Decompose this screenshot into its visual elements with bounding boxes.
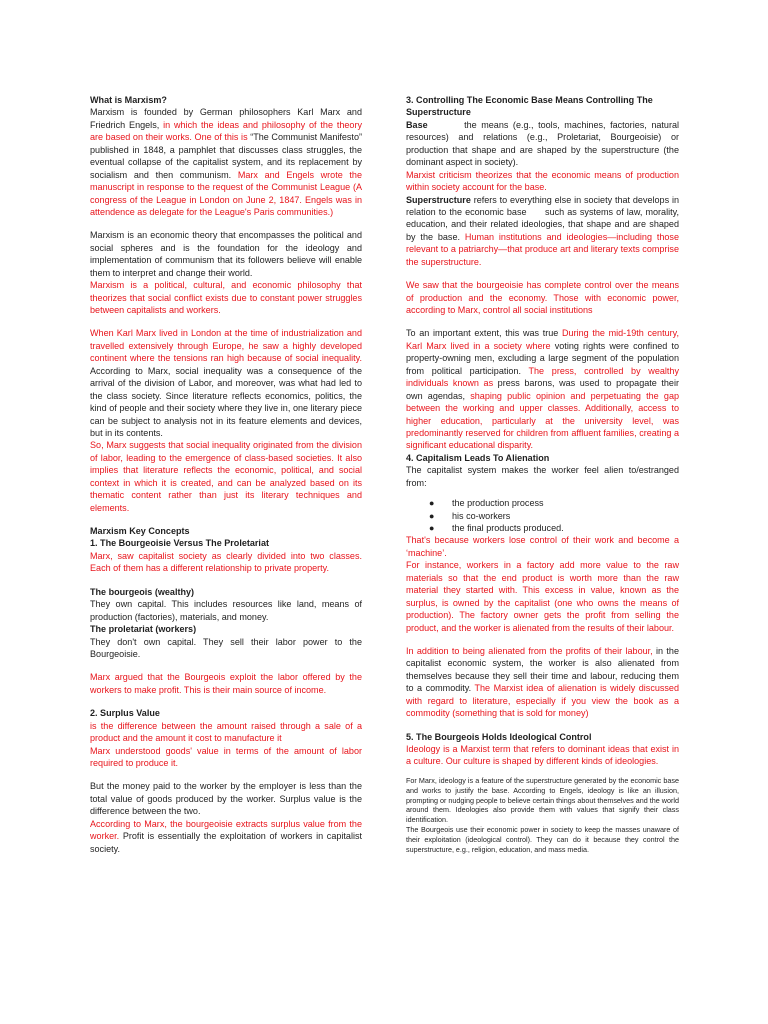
heading-what-is-marxism: What is Marxism?	[90, 95, 167, 105]
paragraph-surplus-definition: is the difference between the amount raised through a sale of a product and the amount it cost to manufacture it	[90, 720, 362, 744]
list-item: ● the final products produced.	[429, 523, 564, 533]
heading-ideological-control: 5. The Bourgeois Holds Ideological Control	[406, 731, 592, 742]
paragraph-machine: That's because workers lose control of their work and become a ‘machine’.	[406, 535, 679, 558]
paragraph-two-classes: Marx, saw capitalist society as clearly divided into two classes. Each of them has a different relationship to private property.	[90, 550, 362, 574]
paragraph-marxist-criticism: Marxist criticism theorizes that the economic means of production within society account for the base.	[406, 169, 679, 193]
paragraph-factory-example: For instance, workers in a factory add more value to the raw materials so that the end product is worth more than the raw material they started with. This excess in value, known as the surplus, is owned by the capitalist (one who owns the means of production). The factory owner gets the profit from selling the product, and the worker is alienated from the results of their labour.	[406, 560, 679, 633]
paragraph-alienated-from-self: In addition to being alienated from the profits of their labour, in the capitalist economic system, the worker is also alienated from themselves because they sell their time and labour, reducing them to a commodity. The Marxist idea of alienation is widely discussed with regard to literature, especially if you view the book as a commodity (something that is sold for money)	[406, 645, 679, 719]
paragraph-superstructure: Superstructure refers to everything else in society that develops in relation to the economic base such as systems of law, morality, education, and their related ideologies, that shape and are shaped by the base. Human institutions and ideologies—including those relevant to a patriarchy—that produce art and literary texts comprise the superstructure.	[406, 194, 682, 267]
paragraph-economic-theory: Marxism is an economic theory that encompasses the political and social spheres and is the foundation for the ideology and implementation of communism that its followers believe will enable them to interpret and change their world.	[90, 230, 362, 278]
heading-alienation: 4. Capitalism Leads To Alienation	[406, 452, 550, 463]
paragraph-money-paid: But the money paid to the worker by the employer is less than the total value of goods produced by the worker. Surplus value is the difference between the two.	[90, 781, 362, 817]
heading-economic-base: 3. Controlling The Economic Base Means Controlling The Superstructure	[406, 95, 653, 118]
paragraph-ideology-engels: For Marx, ideology is a feature of the superstructure generated by the economic base and works to justify the base. According to Engels, ideology is like an illusion, prompting or nudging people to believe certain things about themselves and the world around them. Ideologies also provide them with values that signify their class identification.	[406, 775, 679, 825]
paragraph-exploit-labor: Marx argued that the Bourgeois exploit the labor offered by the workers to make profit. This is their main source of income.	[90, 672, 362, 695]
right-column	[406, 94, 682, 855]
heading-surplus-value: 2. Surplus Value	[90, 708, 160, 719]
bullet-icon: ●	[429, 523, 435, 533]
heading-bourgeois: The bourgeois (wealthy)	[90, 586, 195, 597]
bullet-icon: ●	[429, 510, 435, 521]
alienation-list	[406, 497, 679, 534]
left-column	[90, 94, 362, 855]
paragraph-goods-value: Marx understood goods' value in terms of the amount of labor required to produce it.	[90, 745, 362, 768]
heading-proletariat: The proletariat (workers)	[90, 624, 197, 635]
paragraph-founding: Marxism is founded by German philosophers Karl Marx and Friedrich Engels, in which the ideas and philosophy of the theory are based on their works. One of this is “The Communist Manifesto” published in 1848, a pamphlet that discusses class struggles, the eventual collapse of the capitalist system, and its replacement by socialism and then communism. Marx and Engels wrote the manuscript in response to the request of the Communist League (A congress of the League in London on June 2, 1847. Engels was in attendence as delegate for the League's Paris communities.)	[90, 107, 362, 217]
paragraph-political-philosophy: Marxism is a political, cultural, and economic philosophy that theorizes that social conflict exists due to constant power struggles between capitalists and workers.	[90, 280, 362, 315]
list-item: ● his co-workers	[429, 510, 511, 521]
paragraph-extracts-surplus: According to Marx, the bourgeoisie extracts surplus value from the worker. Profit is essentially the exploitation of workers in capitalist society.	[90, 818, 362, 854]
list-item: ● the production process	[429, 498, 544, 509]
small-print-block	[406, 776, 679, 855]
bullet-icon: ●	[429, 498, 435, 509]
paragraph-inequality-summary: So, Marx suggests that social inequality originated from the division of labor, leading to the emergence of class-based societies. It also implies that literature reflects the economic, political, and social context in which it is created, and can be analyzed based on its thematic content rather than just its literary techniques and elements.	[90, 440, 362, 513]
paragraph-19th-century: To an important extent, this was true During the mid-19th century, Karl Marx lived in a society where voting rights were confined to property-owning men, excluding a large segment of the population from political participation. The press, controlled by wealthy individuals known as press barons, was used to propagate their own agendas, shaping public opinion and perpetuating the gap between the working and upper classes. Additionally, access to higher education, particularly at the university level, was predominantly reserved for children from affluent families, creating a significant educational disparity.	[406, 328, 680, 451]
paragraph-alien-from: The capitalist system makes the worker feel alien to/estranged from:	[406, 465, 679, 488]
paragraph-bourgeois: They own capital. This includes resources like land, means of production (factories), materials, and money.	[90, 599, 362, 622]
heading-key-concepts: Marxism Key Concepts	[90, 526, 190, 536]
paragraph-proletariat: They don't own capital. They sell their labor power to the Bourgeoisie.	[90, 636, 362, 659]
paragraph-ideology-term: Ideology is a Marxist term that refers to dominant ideas that exist in a culture. Our culture is shaped by different kinds of ideologies.	[406, 744, 679, 767]
paragraph-complete-control: We saw that the bourgeoisie has complete control over the means of production and the economy. Those with economic power, according to Marx, control all social institutions	[406, 280, 679, 315]
paragraph-london: When Karl Marx lived in London at the time of industrialization and travelled extensively through Europe, he saw a highly developed continent where the tensions ran high because of social inequality. According to Marx, social inequality was a consequence of the arrival of the division of Labor, and moreover, was what had led to the class society. Since literature reflects economics, politics, the kind of people and their society where they live in, one literary piece can be subject to analysis not in its feature elements and devices, but in its contents.	[90, 328, 362, 438]
paragraph-bourgeois-power: The Bourgeois use their economic power in society to keep the masses unaware of their exploitation (ideological control). They can do it because they control the superstructure, e.g., religion, education, and mass media.	[406, 825, 679, 854]
paragraph-base: Base the means (e.g., tools, machines, factories, natural resources) and relations (e.g., Proletariat, Bourgeoisie) or production that shape and are shaped by the superstructure (the dominant aspect in society).	[406, 119, 682, 168]
heading-bourgeoisie-vs-proletariat: 1. The Bourgeoisie Versus The Proletariat	[90, 538, 269, 549]
